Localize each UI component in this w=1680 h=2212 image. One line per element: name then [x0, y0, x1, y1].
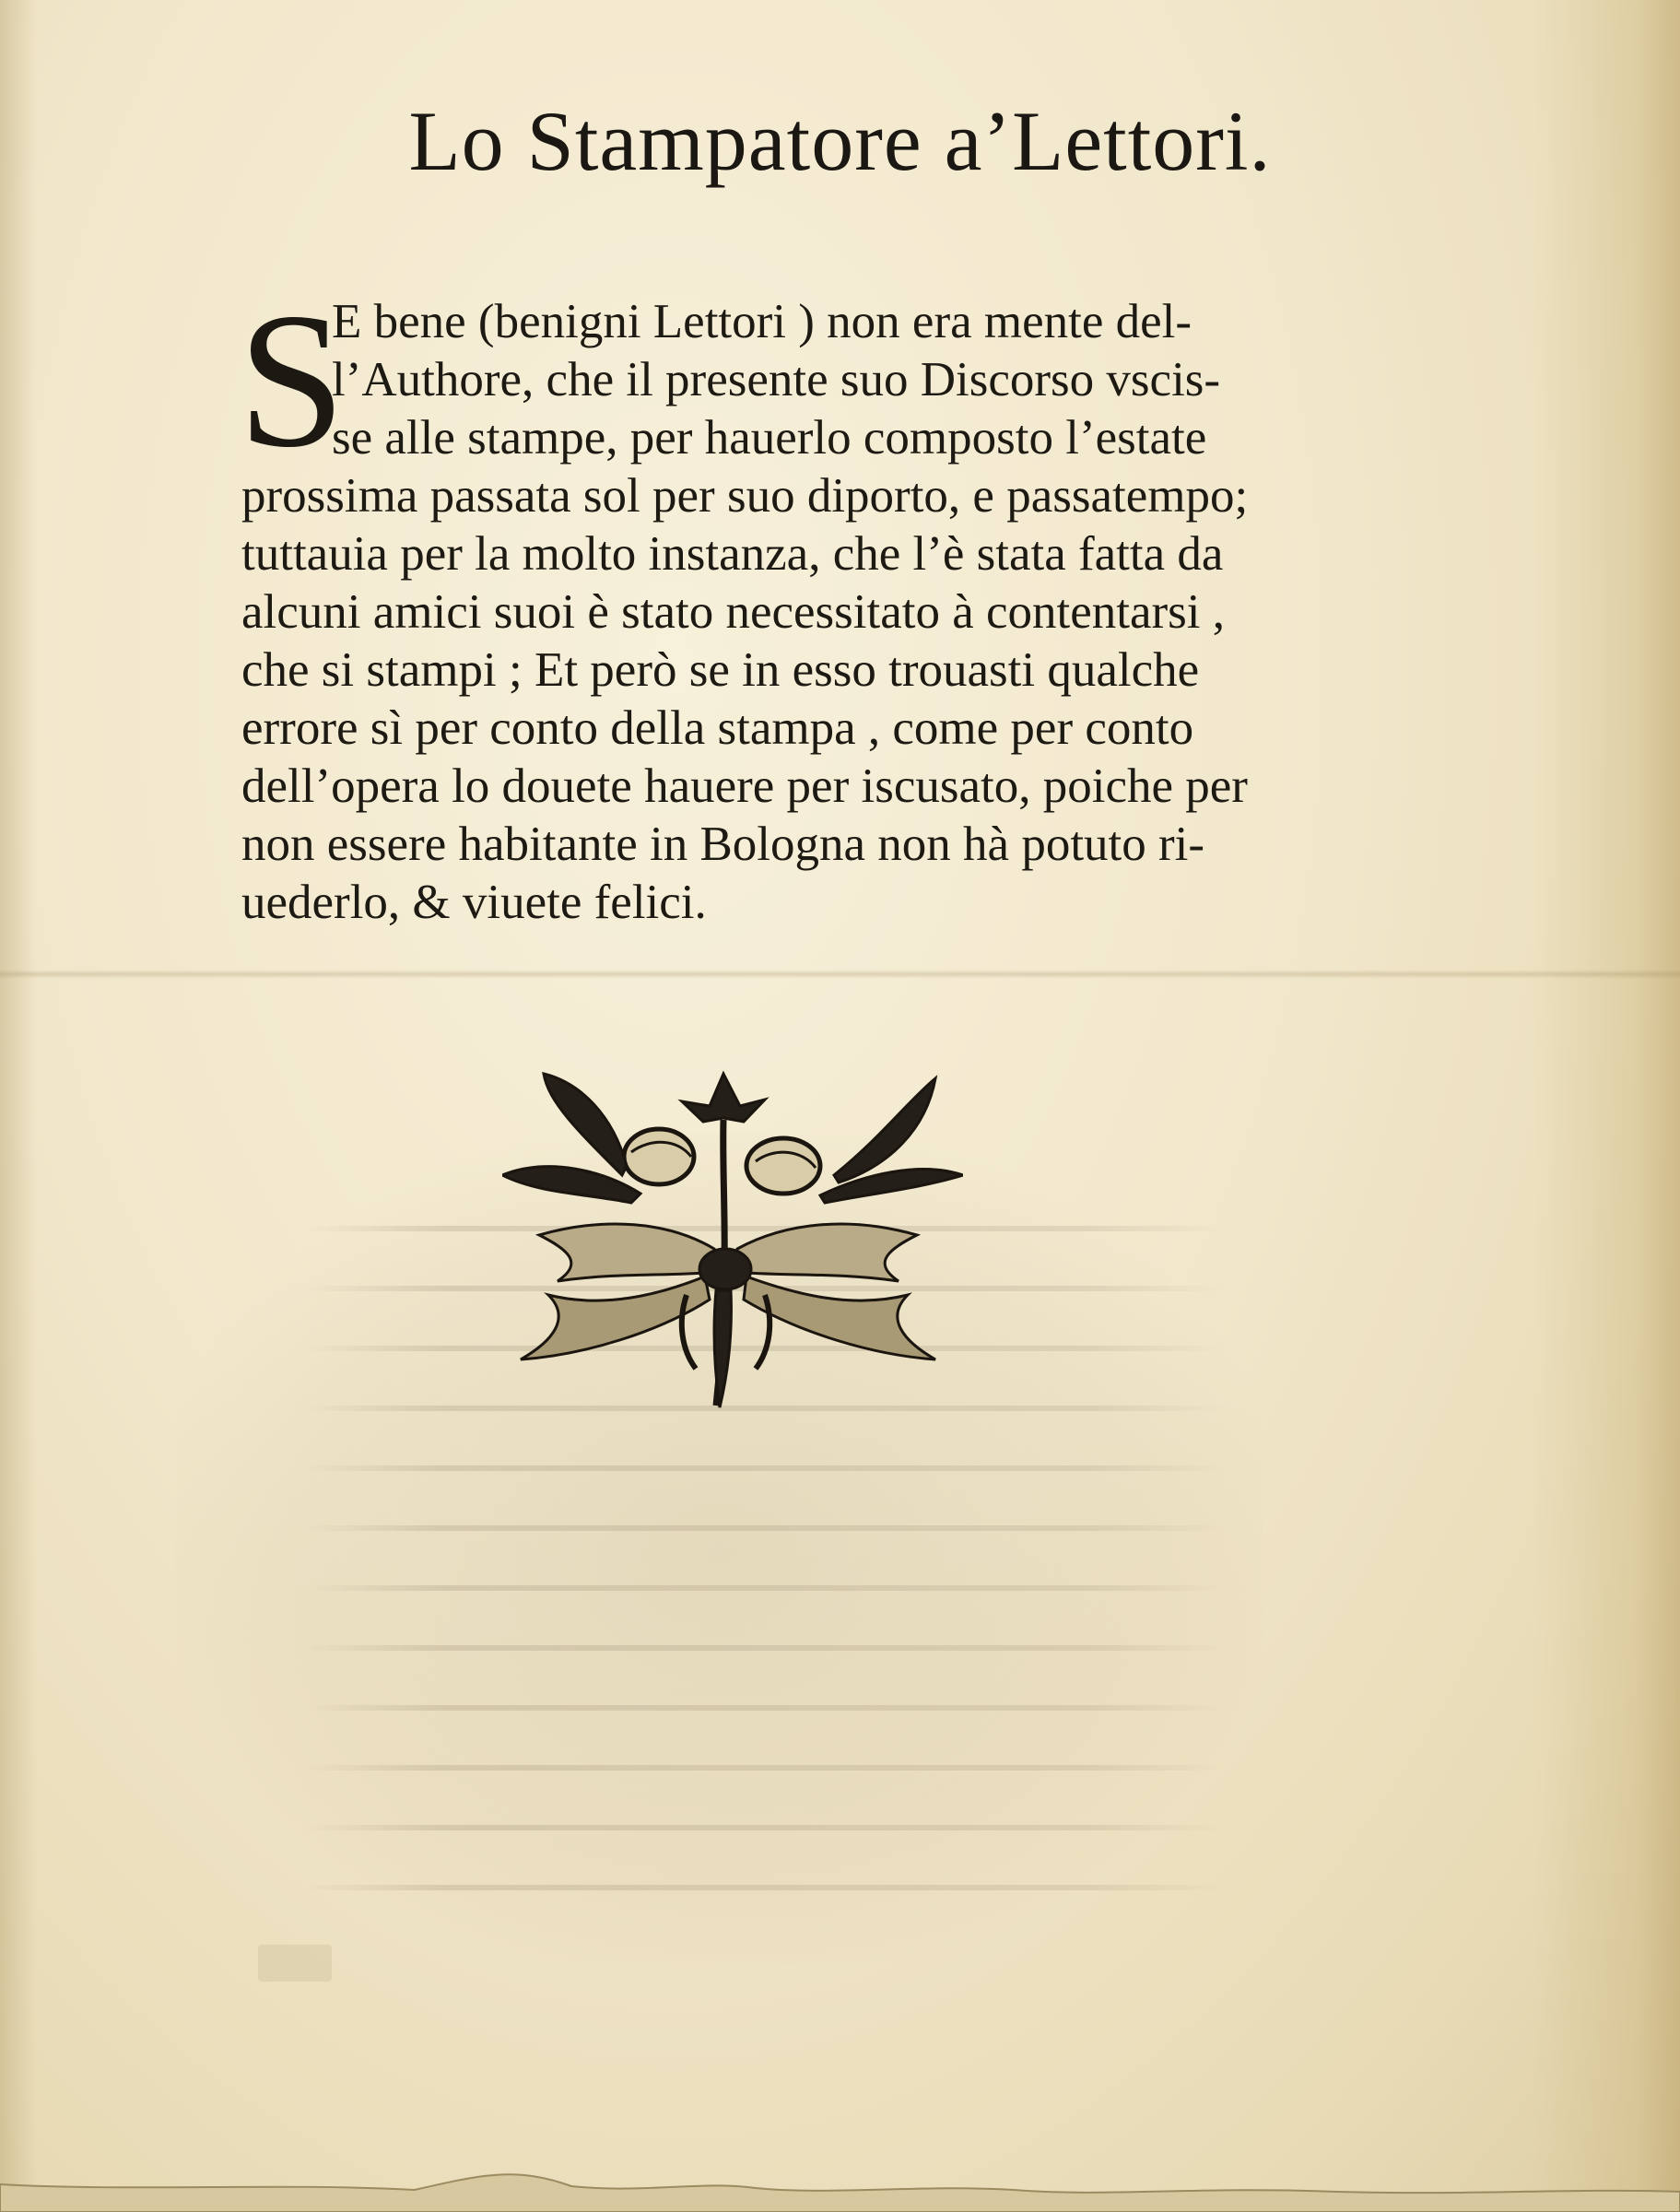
- paper-fold-crease: [0, 970, 1680, 979]
- bleed-through-line: [304, 1465, 1226, 1471]
- bleed-through-line: [304, 1705, 1226, 1711]
- page-title: Lo Stampatore a’Lettori.: [408, 94, 1272, 188]
- text-line: alcuni amici suoi è stato necessitato à contentarsi ,: [241, 585, 1226, 639]
- text-line: prossima passata sol per suo diporto, e passatempo;: [241, 469, 1249, 523]
- text-line: uederlo, & viuete felici.: [241, 876, 707, 929]
- bleed-through-page-mark: [258, 1945, 332, 1982]
- left-edge-stain: [0, 0, 37, 2212]
- text-line: l’Authore, che il presente suo Discorso vscis-: [332, 353, 1221, 406]
- text-line: dell’opera lo douete hauere per iscusato, poiche per: [241, 759, 1248, 813]
- bleed-through-line: [304, 1645, 1226, 1651]
- drop-cap: S: [238, 274, 346, 488]
- text-line: tuttauia per la molto instanza, che l’è stata fatta da: [241, 527, 1224, 581]
- bleed-through-line: [304, 1585, 1226, 1591]
- text-line: E bene (benigni Lettori ) non era mente del-: [332, 295, 1192, 348]
- text-line: errore sì per conto della stampa , come per conto: [241, 701, 1194, 755]
- torn-bottom-edge: [0, 2147, 1680, 2212]
- text-line: se alle stampe, per hauerlo composto l’estate: [332, 411, 1207, 465]
- bleed-through-line: [304, 1825, 1226, 1830]
- bleed-through-line: [304, 1885, 1226, 1890]
- bleed-through-line: [304, 1765, 1226, 1771]
- body-text: [241, 293, 1310, 932]
- right-edge-stain: [1533, 0, 1680, 2212]
- floral-woodcut-ornament-icon: [502, 1065, 963, 1415]
- bleed-through-line: [304, 1525, 1226, 1531]
- text-line: che si stampi ; Et però se in esso trouasti qualche: [241, 643, 1200, 697]
- text-line: non essere habitante in Bologna non hà potuto ri-: [241, 818, 1205, 871]
